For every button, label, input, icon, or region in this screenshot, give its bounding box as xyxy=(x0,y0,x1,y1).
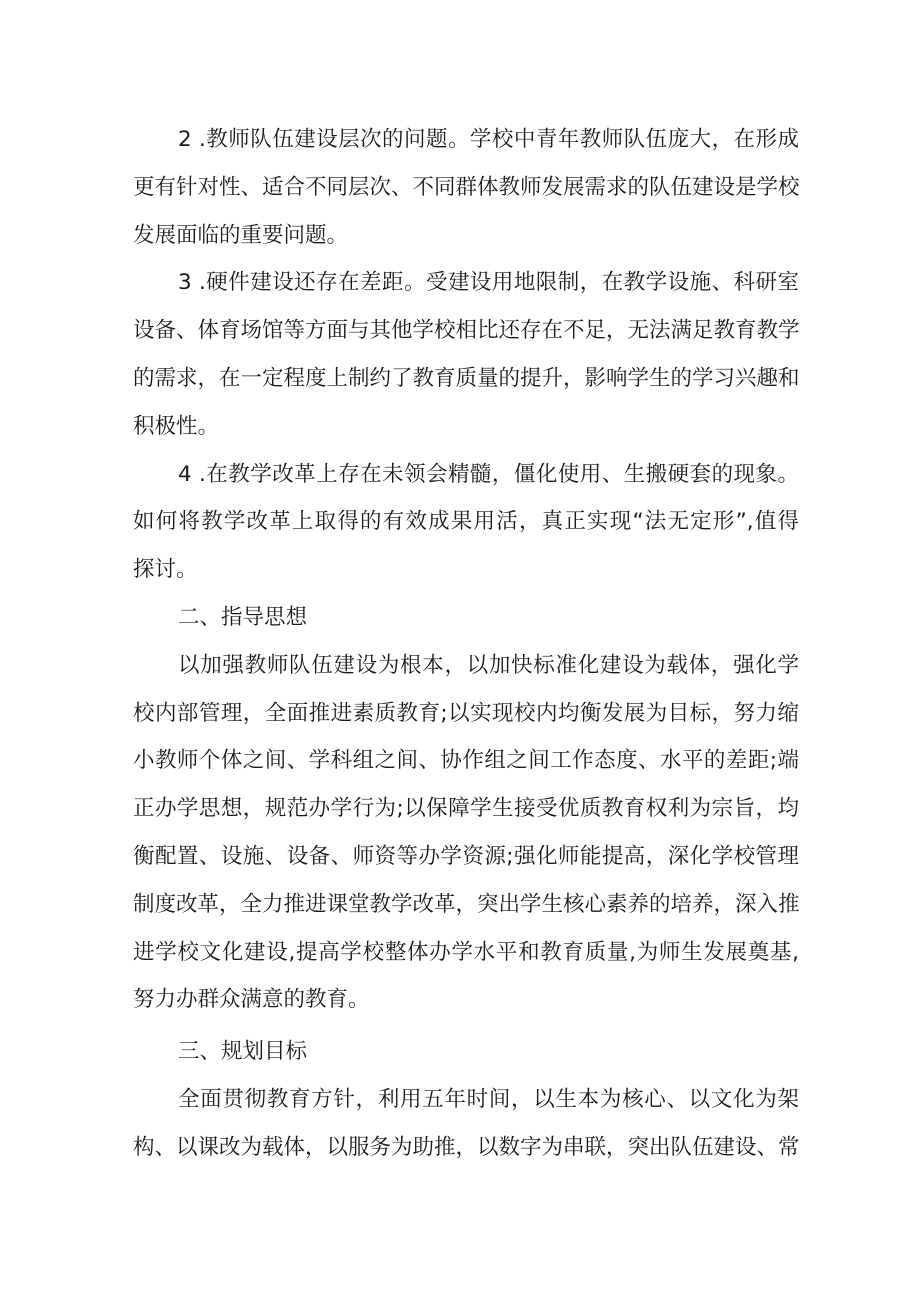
section-heading-goals: 三、规划目标 xyxy=(178,1039,308,1065)
paragraph-teacher-team xyxy=(133,116,799,259)
paragraph-goals xyxy=(133,1076,799,1172)
text-line: 的需求，在一定程度上制约了教育质量的提升，影响学生的学习兴趣和 xyxy=(133,365,800,391)
text-line: 积极性。 xyxy=(133,413,220,439)
text-line: 探讨。 xyxy=(133,557,198,583)
text-line: 如何将教学改革上取得的有效成果用活，真正实现“法无定形”,值得 xyxy=(133,509,799,535)
text-line: 发展面临的重要问题。 xyxy=(133,222,349,248)
paragraph-guiding xyxy=(133,642,799,1024)
text-line: 正办学思想，规范办学行为;以保障学生接受优质教育权利为宗旨，均 xyxy=(133,796,799,822)
text-line: 进学校文化建设,提高学校整体办学水平和教育质量,为师生发展奠基, xyxy=(133,939,799,965)
paragraph-hardware xyxy=(133,259,799,450)
text-line: 小教师个体之间、学科组之间、协作组之间工作态度、水平的差距;端 xyxy=(133,748,799,774)
text-line: 衡配置、设施、设备、师资等办学资源;强化师能提高，深化学校管理 xyxy=(133,843,799,869)
section-heading-guiding: 二、指导思想 xyxy=(178,604,308,630)
text-line: 2 .教师队伍建设层次的问题。学校中青年教师队伍庞大，在形成 xyxy=(178,127,799,152)
text-line: 构、以课改为载体，以服务为助推，以数字为串联，突出队伍建设、常 xyxy=(133,1134,800,1160)
text-line: 4 .在教学改革上存在未领会精髓，僵化使用、生搬硬套的现象。 xyxy=(178,461,799,487)
text-line: 更有针对性、适合不同层次、不同群体教师发展需求的队伍建设是学校 xyxy=(133,174,800,200)
text-line: 制度改革，全力推进课堂教学改革，突出学生核心素养的培养，深入推 xyxy=(133,891,800,917)
text-line: 3 .硬件建设还存在差距。受建设用地限制，在教学设施、科研室 xyxy=(178,270,799,296)
text-line: 全面贯彻教育方针，利用五年时间，以生本为核心、以文化为架 xyxy=(178,1086,799,1112)
document-body xyxy=(133,116,799,1172)
text-line: 校内部管理，全面推进素质教育;以实现校内均衡发展为目标，努力缩 xyxy=(133,700,799,726)
text-line: 以加强教师队伍建设为根本，以加快标准化建设为载体，强化学 xyxy=(178,652,799,678)
text-line: 设备、体育场馆等方面与其他学校相比还存在不足，无法满足教育教学 xyxy=(133,318,800,344)
paragraph-reform xyxy=(133,451,799,594)
text-line: 努力办群众满意的教育。 xyxy=(133,987,370,1013)
